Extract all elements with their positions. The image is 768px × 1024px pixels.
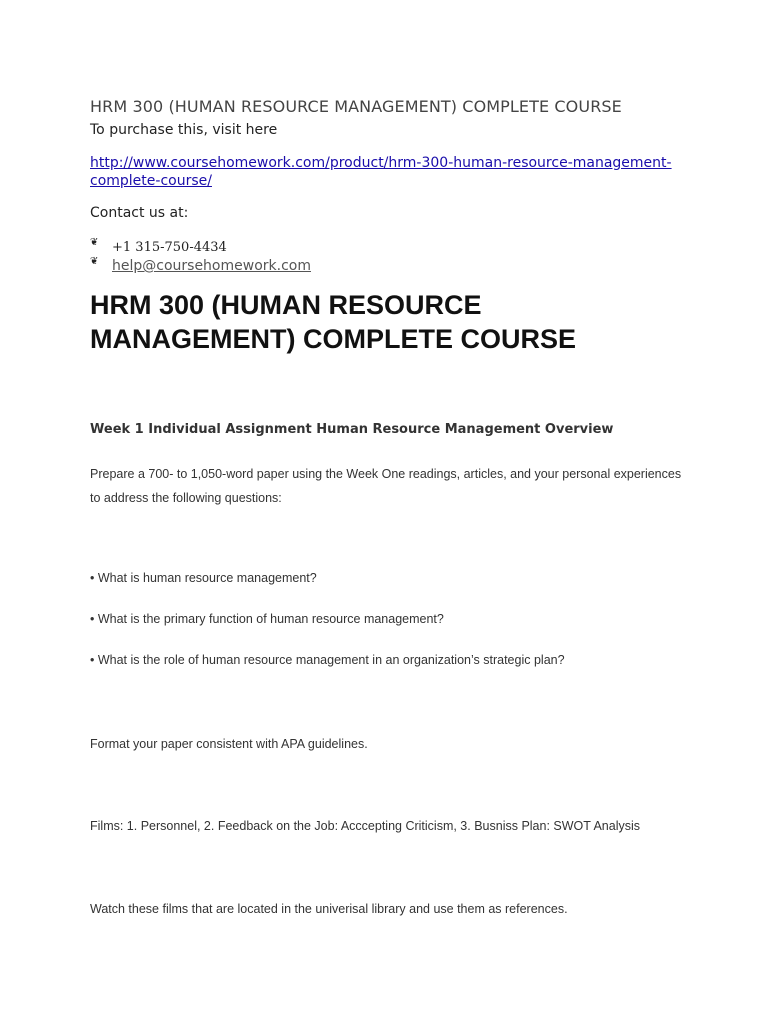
contact-item-email	[90, 255, 311, 274]
watch-instructions: Watch these films that are located in the univerisal library and use them as references.	[90, 902, 568, 916]
week-heading: Week 1 Individual Assignment Human Resource Management Overview	[90, 422, 614, 437]
document-body	[90, 0, 690, 1024]
product-link[interactable]: http://www.coursehomework.com/product/hrm-300-human-resource-management-complete-course/	[90, 155, 672, 189]
films-list: Films: 1. Personnel, 2. Feedback on the Job: Acccepting Criticism, 3. Busniss Plan: SWOT Analysis	[90, 819, 640, 833]
purchase-text: To purchase this, visit here	[90, 122, 278, 138]
assignment-instructions: Prepare a 700- to 1,050-word paper using the Week One readings, articles, and your personal experiences to address the following questions:	[90, 467, 682, 505]
question-item: • What is human resource management?	[90, 571, 317, 585]
diamond-bullet-icon: ❦	[90, 237, 99, 248]
document-title: HRM 300 (HUMAN RESOURCE MANAGEMENT) COMPLETE COURSE	[90, 97, 622, 116]
diamond-bullet-icon: ❦	[90, 256, 99, 267]
main-heading: HRM 300 (HUMAN RESOURCE MANAGEMENT) COMPLETE COURSE	[90, 290, 576, 354]
contact-label: Contact us at:	[90, 205, 189, 221]
contact-item-phone	[90, 236, 311, 255]
question-item: • What is the primary function of human resource management?	[90, 612, 444, 626]
contact-list	[90, 236, 311, 274]
email-link[interactable]: help@coursehomework.com	[112, 258, 311, 274]
format-instructions: Format your paper consistent with APA guidelines.	[90, 737, 368, 751]
question-item: • What is the role of human resource management in an organization’s strategic plan?	[90, 653, 565, 667]
phone-number: +1 315-750-4434	[112, 240, 227, 255]
